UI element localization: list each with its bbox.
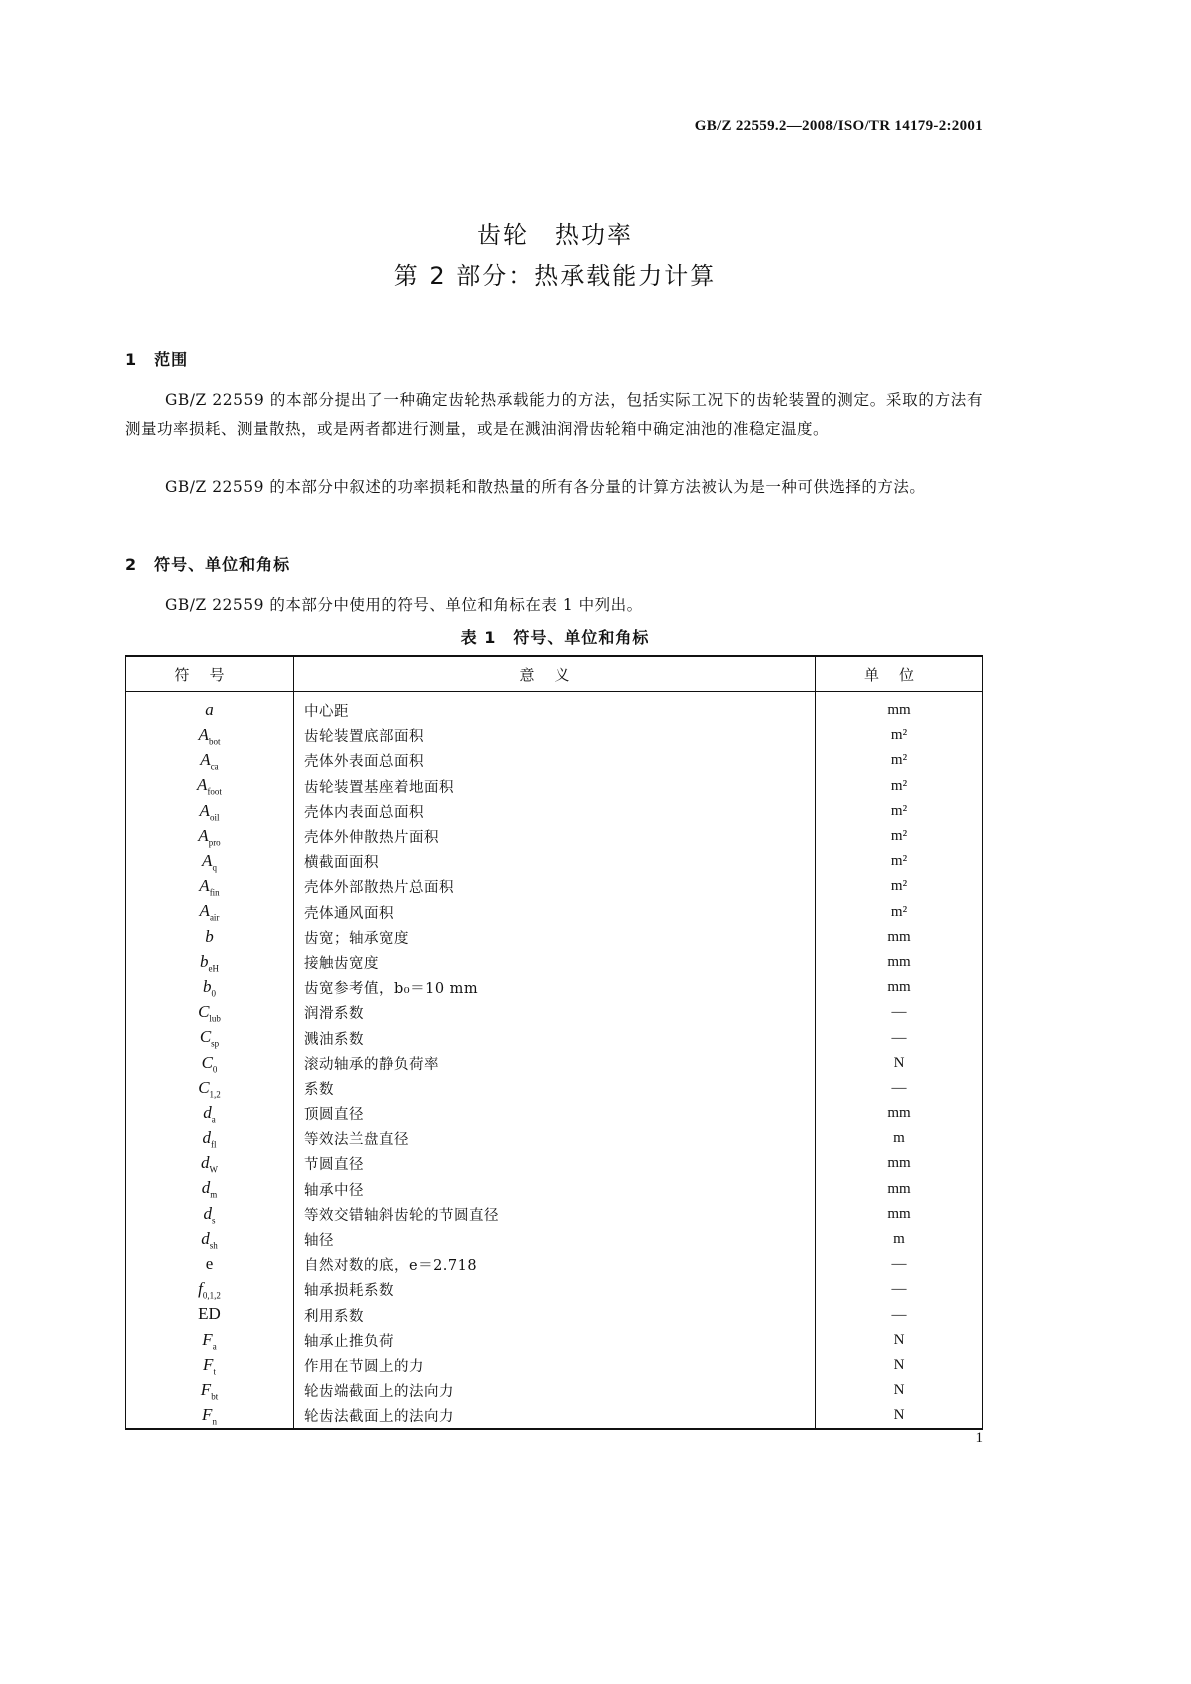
unit-cell: — bbox=[816, 1000, 983, 1025]
meaning-cell: 壳体通风面积 bbox=[294, 900, 816, 925]
symbol-cell bbox=[126, 1252, 294, 1277]
unit-cell: m² bbox=[816, 774, 983, 799]
symbol-cell bbox=[126, 1025, 294, 1050]
table-row bbox=[126, 824, 983, 849]
symbol-cell bbox=[126, 1126, 294, 1151]
meaning-cell: 等效交错轴斜齿轮的节圆直径 bbox=[294, 1202, 816, 1227]
symbol-cell bbox=[126, 723, 294, 748]
symbol: A bbox=[200, 750, 211, 770]
unit-cell: — bbox=[816, 1025, 983, 1050]
symbol-cell bbox=[126, 774, 294, 799]
symbol-subscript: sp bbox=[211, 1038, 220, 1049]
symbol-cell bbox=[126, 1202, 294, 1227]
unit-cell: N bbox=[816, 1051, 983, 1076]
symbol-subscript: W bbox=[209, 1164, 218, 1175]
section-2-heading: 2 符号、单位和角标 bbox=[125, 555, 291, 574]
table-row bbox=[126, 1151, 983, 1176]
unit-cell: mm bbox=[816, 975, 983, 1000]
symbol: d bbox=[203, 1102, 212, 1122]
unit-cell: m² bbox=[816, 900, 983, 925]
unit-cell: m² bbox=[816, 748, 983, 773]
unit-cell: m bbox=[816, 1227, 983, 1252]
symbol: f bbox=[198, 1279, 203, 1299]
symbol: F bbox=[203, 1354, 214, 1374]
page-number: 1 bbox=[975, 1430, 983, 1446]
table-row bbox=[126, 774, 983, 799]
symbol-cell bbox=[126, 748, 294, 773]
symbol-cell bbox=[126, 1076, 294, 1101]
meaning-cell: 接触齿宽度 bbox=[294, 950, 816, 975]
table-row bbox=[126, 799, 983, 824]
symbol: d bbox=[202, 1128, 211, 1148]
table-row bbox=[126, 1101, 983, 1126]
symbol-subscript: m bbox=[210, 1189, 218, 1200]
meaning-cell: 齿轮装置底部面积 bbox=[294, 723, 816, 748]
meaning-cell: 中心距 bbox=[294, 692, 816, 724]
symbol: F bbox=[200, 1379, 212, 1399]
table-row bbox=[126, 900, 983, 925]
meaning-cell: 壳体外部散热片总面积 bbox=[294, 874, 816, 899]
symbol: A bbox=[199, 876, 210, 896]
unit-cell: N bbox=[816, 1403, 983, 1429]
symbol-subscript: bt bbox=[211, 1391, 219, 1402]
meaning-cell: 轮齿端截面上的法向力 bbox=[294, 1378, 816, 1403]
title-line-2: 第 2 部分：热承载能力计算 bbox=[393, 262, 717, 290]
unit-cell: — bbox=[816, 1303, 983, 1328]
unit-cell: N bbox=[816, 1328, 983, 1353]
symbol-subscript: 0 bbox=[211, 988, 216, 999]
symbol-cell bbox=[126, 849, 294, 874]
section-1-paragraph-1 bbox=[125, 386, 983, 444]
unit-cell: N bbox=[816, 1378, 983, 1403]
symbol-cell bbox=[126, 950, 294, 975]
table-row bbox=[126, 1051, 983, 1076]
table-row bbox=[126, 950, 983, 975]
symbol-subscript: 0 bbox=[212, 1063, 218, 1074]
symbol-cell bbox=[126, 1328, 294, 1353]
table-row bbox=[126, 925, 983, 950]
table-row bbox=[126, 723, 983, 748]
symbol: F bbox=[202, 1329, 213, 1349]
symbol-subscript: a bbox=[211, 1114, 216, 1125]
table-row bbox=[126, 1126, 983, 1151]
symbol-subscript: lub bbox=[209, 1013, 221, 1024]
symbol-cell bbox=[126, 1277, 294, 1302]
paragraph-text: GB/Z 22559 的本部分中使用的符号、单位和角标在表 1 中列出。 bbox=[165, 596, 643, 614]
unit-cell: N bbox=[816, 1353, 983, 1378]
meaning-cell: 系数 bbox=[294, 1076, 816, 1101]
symbol: b bbox=[200, 951, 209, 971]
unit-cell: m² bbox=[816, 799, 983, 824]
meaning-cell: 轴径 bbox=[294, 1227, 816, 1252]
symbol: C bbox=[198, 1002, 210, 1022]
table-row bbox=[126, 1025, 983, 1050]
symbol-subscript: q bbox=[212, 862, 217, 873]
symbol-cell bbox=[126, 1151, 294, 1176]
unit-cell: — bbox=[816, 1076, 983, 1101]
meaning-cell: 轴承损耗系数 bbox=[294, 1277, 816, 1302]
symbol: A bbox=[198, 825, 209, 845]
symbol: d bbox=[203, 1203, 212, 1223]
symbol-subscript: s bbox=[211, 1215, 216, 1226]
header-meaning: 意义 bbox=[294, 656, 816, 692]
section-2-paragraph-1 bbox=[125, 591, 983, 620]
symbol: C bbox=[199, 1027, 212, 1047]
meaning-cell: 润滑系数 bbox=[294, 1000, 816, 1025]
unit-cell: mm bbox=[816, 1177, 983, 1202]
meaning-cell: 壳体内表面总面积 bbox=[294, 799, 816, 824]
symbol-subscript: ca bbox=[210, 761, 219, 772]
unit-cell: m² bbox=[816, 824, 983, 849]
meaning-cell: 等效法兰盘直径 bbox=[294, 1126, 816, 1151]
table-row bbox=[126, 975, 983, 1000]
unit-cell: mm bbox=[816, 925, 983, 950]
table-caption: 表 1 符号、单位和角标 bbox=[460, 628, 650, 647]
meaning-cell: 滚动轴承的静负荷率 bbox=[294, 1051, 816, 1076]
symbol: A bbox=[199, 800, 210, 820]
section-1-paragraph-2 bbox=[125, 473, 983, 502]
symbol-subscript: 0,1,2 bbox=[202, 1290, 221, 1301]
symbol: e bbox=[205, 1254, 214, 1274]
table-row bbox=[126, 1277, 983, 1302]
symbol-subscript: sh bbox=[209, 1240, 218, 1251]
symbol-subscript: air bbox=[209, 912, 220, 923]
meaning-cell: 轮齿法截面上的法向力 bbox=[294, 1403, 816, 1429]
standard-number-header: GB/Z 22559.2—2008/ISO/TR 14179-2:2001 bbox=[694, 118, 983, 134]
symbol: C bbox=[198, 1077, 210, 1097]
symbol-cell bbox=[126, 1000, 294, 1025]
table-row bbox=[126, 1328, 983, 1353]
symbol-subscript: a bbox=[212, 1340, 217, 1351]
table-row bbox=[126, 1000, 983, 1025]
unit-cell: mm bbox=[816, 950, 983, 975]
symbol-subscript: oil bbox=[209, 812, 220, 823]
header-symbol: 符号 bbox=[126, 656, 294, 692]
symbol-subscript: fl bbox=[211, 1139, 217, 1150]
table-row bbox=[126, 874, 983, 899]
symbol: b bbox=[205, 926, 214, 946]
unit-cell: — bbox=[816, 1252, 983, 1277]
symbol-cell bbox=[126, 975, 294, 1000]
meaning-cell: 顶圆直径 bbox=[294, 1101, 816, 1126]
symbol: b bbox=[203, 976, 212, 996]
symbol: A bbox=[198, 725, 209, 745]
table-row bbox=[126, 748, 983, 773]
unit-cell: — bbox=[816, 1277, 983, 1302]
paragraph-text: GB/Z 22559 的本部分提出了一种确定齿轮热承载能力的方法，包括实际工况下的齿轮装置的测定。采取的方法有测量功率损耗、测量散热，或是两者都进行测量，或是在溅油润滑齿轮箱中确定油池的准稳定温度。 bbox=[125, 391, 983, 438]
symbol: C bbox=[201, 1052, 213, 1072]
symbol-subscript: fin bbox=[209, 887, 220, 898]
meaning-cell: 齿宽；轴承宽度 bbox=[294, 925, 816, 950]
symbol: A bbox=[199, 901, 210, 921]
meaning-cell: 自然对数的底，e＝2.718 bbox=[294, 1252, 816, 1277]
symbol: ED bbox=[198, 1304, 221, 1324]
table-row bbox=[126, 1378, 983, 1403]
title-line-1: 齿轮 热功率 bbox=[477, 221, 633, 249]
table-row bbox=[126, 1076, 983, 1101]
paragraph-text: GB/Z 22559 的本部分中叙述的功率损耗和散热量的所有各分量的计算方法被认为是一种可供选择的方法。 bbox=[165, 478, 926, 496]
symbol: F bbox=[202, 1405, 213, 1425]
symbol-cell bbox=[126, 1177, 294, 1202]
symbol-cell bbox=[126, 1303, 294, 1328]
meaning-cell: 节圆直径 bbox=[294, 1151, 816, 1176]
symbol-cell bbox=[126, 1051, 294, 1076]
symbol-cell bbox=[126, 1403, 294, 1429]
symbol-subscript: foot bbox=[207, 786, 222, 797]
symbol-cell bbox=[126, 824, 294, 849]
symbol: d bbox=[201, 1153, 210, 1173]
meaning-cell: 轴承止推负荷 bbox=[294, 1328, 816, 1353]
symbol-subscript: 1,2 bbox=[209, 1089, 221, 1100]
table-row bbox=[126, 1252, 983, 1277]
symbol: A bbox=[202, 851, 213, 871]
table-row bbox=[126, 1353, 983, 1378]
symbol-cell bbox=[126, 900, 294, 925]
meaning-cell: 壳体外表面总面积 bbox=[294, 748, 816, 773]
meaning-cell: 作用在节圆上的力 bbox=[294, 1353, 816, 1378]
table-row bbox=[126, 1303, 983, 1328]
symbol-subscript: bot bbox=[208, 736, 221, 747]
symbol-cell bbox=[126, 925, 294, 950]
unit-cell: m² bbox=[816, 849, 983, 874]
section-1-heading: 1 范围 bbox=[125, 350, 189, 369]
symbol: A bbox=[197, 775, 208, 795]
meaning-cell: 溅油系数 bbox=[294, 1025, 816, 1050]
unit-cell: m² bbox=[816, 723, 983, 748]
meaning-cell: 壳体外伸散热片面积 bbox=[294, 824, 816, 849]
symbol: a bbox=[205, 699, 214, 719]
unit-cell: m² bbox=[816, 874, 983, 899]
unit-cell: m bbox=[816, 1126, 983, 1151]
symbol-cell bbox=[126, 1227, 294, 1252]
table-row bbox=[126, 692, 983, 724]
meaning-cell: 齿宽参考值，b₀＝10 mm bbox=[294, 975, 816, 1000]
symbol-subscript: n bbox=[212, 1416, 217, 1427]
meaning-cell: 利用系数 bbox=[294, 1303, 816, 1328]
meaning-cell: 横截面面积 bbox=[294, 849, 816, 874]
meaning-cell: 齿轮装置基座着地面积 bbox=[294, 774, 816, 799]
symbol-cell bbox=[126, 1101, 294, 1126]
table-row bbox=[126, 1177, 983, 1202]
symbol-cell bbox=[126, 692, 294, 724]
symbol-subscript: pro bbox=[208, 837, 221, 848]
symbol-cell bbox=[126, 1378, 294, 1403]
unit-cell: mm bbox=[816, 1202, 983, 1227]
unit-cell: mm bbox=[816, 1101, 983, 1126]
header-unit: 单位 bbox=[816, 656, 983, 692]
symbol-cell bbox=[126, 1353, 294, 1378]
unit-cell: mm bbox=[816, 1151, 983, 1176]
table-row bbox=[126, 849, 983, 874]
symbol: d bbox=[201, 1178, 211, 1198]
symbol-cell bbox=[126, 799, 294, 824]
symbol-subscript: eH bbox=[208, 963, 219, 974]
table-row bbox=[126, 1403, 983, 1429]
symbol-cell bbox=[126, 874, 294, 899]
meaning-cell: 轴承中径 bbox=[294, 1177, 816, 1202]
table-row bbox=[126, 1227, 983, 1252]
symbol-subscript: t bbox=[213, 1366, 216, 1377]
unit-cell: mm bbox=[816, 692, 983, 724]
table-row bbox=[126, 1202, 983, 1227]
symbol: d bbox=[201, 1228, 210, 1248]
symbols-table bbox=[125, 655, 983, 1430]
